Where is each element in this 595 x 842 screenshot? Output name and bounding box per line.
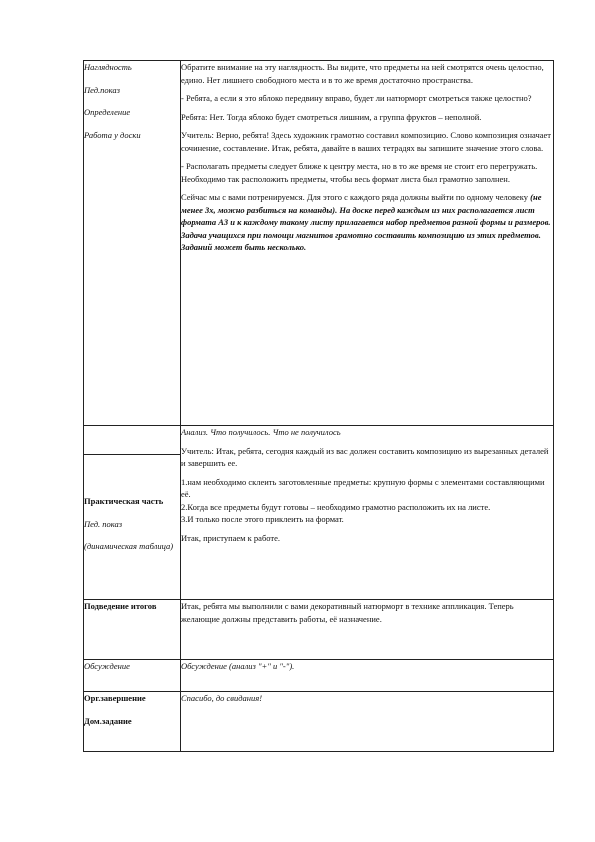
- stage-cell: [84, 455, 181, 600]
- paragraph: [181, 191, 553, 254]
- table-row: [84, 692, 554, 752]
- speaker-label: Ребята:: [181, 111, 208, 122]
- speaker-text: Верно, ребята! Здесь художник грамотно составил композицию. Слово композиция означает сочинение, составление. Итак, ребята, давайте в ваших тетрадях вы запишите значение этого слова.: [181, 130, 552, 153]
- table-row: [84, 61, 554, 426]
- stage-label: Работа у доски: [84, 129, 141, 140]
- stage-label: (динамическая таблица): [84, 541, 174, 551]
- paragraph: [181, 111, 553, 124]
- stage-label: Пед.показ: [84, 84, 120, 95]
- content-cell: [181, 660, 554, 692]
- stage-cell: [84, 660, 181, 692]
- table-row: [84, 600, 554, 660]
- stage-label: Наглядность: [84, 62, 132, 72]
- paragraph: - Ребята, а если я это яблоко передвину вправо, будет ли натюрморт смотреться также целостно?: [181, 93, 532, 103]
- stage-label: Определение: [84, 107, 131, 117]
- content-cell: [181, 61, 554, 426]
- speaker-text: Итак, ребята, сегодня каждый из вас должен составить композицию из вырезанных деталей и завершить ее.: [181, 445, 549, 468]
- stage-cell: [84, 61, 181, 426]
- paragraph: Спасибо, до свидания!: [181, 693, 263, 703]
- step-item: 2.Когда все предметы будут готовы – необходимо грамотно расположить их на листе.: [181, 501, 491, 512]
- stage-title: Орг.завершение: [84, 693, 146, 703]
- stage-title: Практическая часть: [84, 496, 164, 506]
- paragraph: Обратите внимание на эту наглядность. Вы видите, что предметы на ней смотрятся очень целостно, едино. Нет лишнего свободного места и в то же время достаточно пространства.: [181, 62, 544, 85]
- stage-cell: [84, 600, 181, 660]
- step-item: 1.нам необходимо склеить заготовленные предметы: крупную формы с элементами составляющими её.: [181, 476, 545, 499]
- speaker-label: Учитель:: [181, 445, 214, 456]
- paragraph: - Располагать предметы следует ближе к центру места, но в то же время не стоит его перегружать. Необходимо так расположить предметы, чтобы весь формат листа был грамотно заполнен.: [181, 161, 538, 184]
- paragraph: Итак, ребята мы выполнили с вами декоративный натюрморт в технике аппликация. Теперь желающие должны представить работы, её назначение.: [181, 601, 514, 624]
- table-row: [84, 660, 554, 692]
- task-text: Сейчас мы с вами потренируемся. Для этого с каждого ряда должны выйти по одному человеку: [181, 192, 531, 202]
- paragraph: Итак, приступаем к работе.: [181, 532, 281, 543]
- paragraph: Обсуждение (анализ "+" и "-").: [181, 661, 295, 671]
- content-cell: [181, 600, 554, 660]
- content-cell: [181, 426, 554, 600]
- stage-title: Дом.задание: [84, 715, 132, 726]
- lesson-plan-table: [83, 60, 554, 752]
- empty-stage-cell: [84, 426, 181, 455]
- stage-label: Пед. показ: [84, 518, 123, 529]
- task-italic: (не менее 3х, можно разбиться на команды). На доске перед каждым из них располагается лист формата А3 и к каждому такому листу прилагается набор предметов разной формы и размеров. Задача учащихся при помощи магнитов грамотно составить композицию из этих предметов. Заданий может быть несколько.: [181, 192, 551, 252]
- step-item: 3.И только после этого приклеить на формат.: [181, 514, 344, 524]
- content-cell: [181, 692, 554, 752]
- stage-label: Обсуждение: [84, 661, 130, 671]
- paragraph: [181, 129, 553, 154]
- analysis-heading: Анализ. Что получилось. Что не получилось: [181, 427, 341, 437]
- stage-title: Подведение итогов: [84, 601, 157, 611]
- table-row: [84, 426, 554, 455]
- paragraph: [181, 445, 553, 470]
- speaker-label: Учитель:: [181, 130, 214, 140]
- stage-cell: [84, 692, 181, 752]
- speaker-text: Нет. Тогда яблоко будет смотреться лишним, а группа фруктов – неполной.: [207, 111, 482, 122]
